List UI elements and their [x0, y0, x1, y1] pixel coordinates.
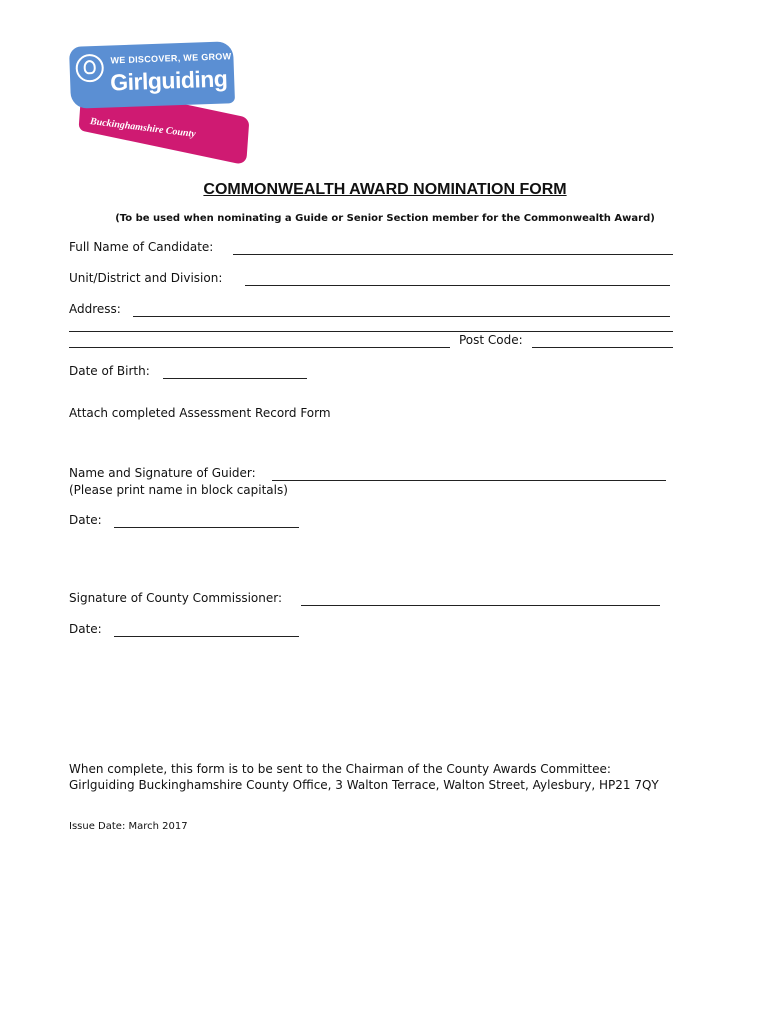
post-code-label: Post Code:: [459, 333, 523, 347]
unit-label: Unit/District and Division:: [69, 271, 223, 285]
commissioner-signature-label: Signature of County Commissioner:: [69, 591, 283, 605]
issue-date: Issue Date: March 2017: [69, 821, 188, 832]
full-name-field[interactable]: [233, 254, 673, 255]
dob-label: Date of Birth:: [69, 364, 150, 378]
unit-field[interactable]: [245, 285, 670, 286]
dob-field[interactable]: [163, 378, 307, 379]
logo-blue-panel: [69, 41, 235, 109]
attach-note: Attach completed Assessment Record Form: [69, 406, 331, 420]
logo-county: Buckinghamshire County: [89, 116, 197, 140]
logo-tagline: WE DISCOVER, WE GROW: [110, 51, 232, 66]
guider-date-label: Date:: [69, 513, 102, 527]
form-subtitle: (To be used when nominating a Guide or Senior Section member for the Commonwealth Award): [115, 213, 655, 224]
address-field-line-2[interactable]: [69, 331, 673, 332]
full-name-label: Full Name of Candidate:: [69, 240, 214, 254]
guider-name-signature-field[interactable]: [272, 480, 666, 481]
commissioner-signature-field[interactable]: [301, 605, 660, 606]
footer-address: Girlguiding Buckinghamshire County Office, 3 Walton Terrace, Walton Street, Aylesbury, HP21 7QY: [69, 778, 659, 792]
trefoil-icon: [75, 54, 104, 83]
commissioner-date-label: Date:: [69, 622, 102, 636]
commissioner-date-field[interactable]: [114, 636, 299, 637]
post-code-field[interactable]: [532, 347, 673, 348]
guider-name-signature-label: Name and Signature of Guider:: [69, 466, 256, 480]
girlguiding-logo: [68, 42, 250, 154]
guider-date-field[interactable]: [114, 527, 299, 528]
address-field-line-3[interactable]: [69, 347, 450, 348]
block-capitals-note: (Please print name in block capitals): [69, 483, 288, 497]
logo-brand: Girlguiding: [109, 65, 228, 96]
address-field-line-1[interactable]: [133, 316, 670, 317]
address-label: Address:: [69, 302, 121, 316]
form-title: COMMONWEALTH AWARD NOMINATION FORM: [203, 181, 567, 198]
footer-instruction: When complete, this form is to be sent to the Chairman of the County Awards Committee:: [69, 762, 611, 776]
